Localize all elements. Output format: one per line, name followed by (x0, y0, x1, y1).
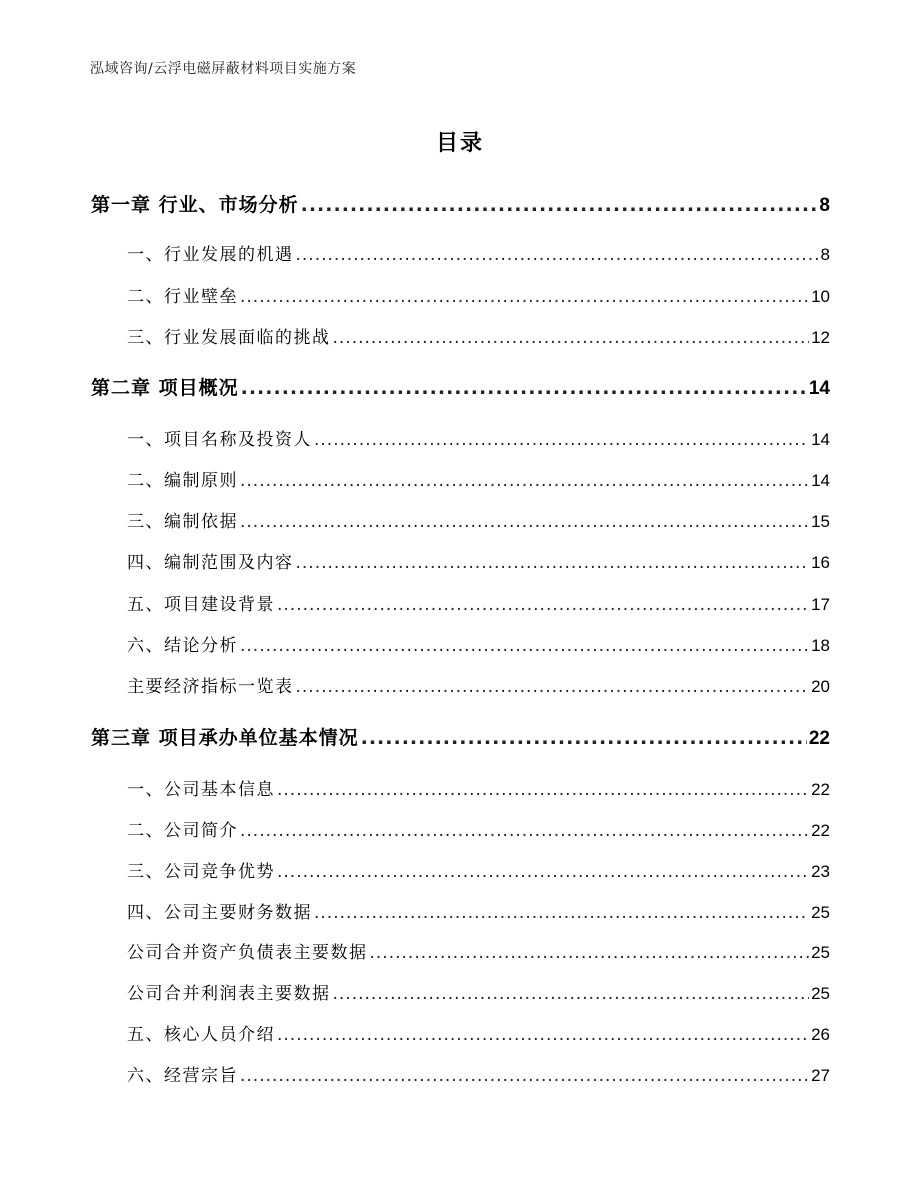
toc-entry-label: 编制依据 (164, 512, 238, 532)
toc-entry-number: 五、 (127, 595, 164, 615)
toc-dot-leader (240, 636, 809, 656)
toc-entry-number: 一、 (127, 780, 164, 800)
toc-section-entry[interactable] (127, 323, 830, 348)
toc-chapter-entry[interactable] (91, 373, 830, 400)
toc-dot-leader (361, 727, 807, 749)
toc-section-entry[interactable] (127, 1061, 830, 1086)
page-title: 目录 (435, 131, 484, 156)
toc-page-number: 23 (811, 862, 830, 881)
toc-page-number: 20 (811, 677, 830, 696)
toc-dot-leader (370, 943, 810, 963)
toc-page-number: 25 (811, 984, 830, 1003)
toc-entry-label: 结论分析 (164, 636, 238, 656)
toc-page-number: 15 (811, 512, 830, 531)
toc-page-number: 10 (811, 287, 830, 306)
toc-dot-leader (277, 1025, 809, 1045)
toc-dot-leader (333, 328, 810, 348)
toc-page-number: 26 (811, 1025, 830, 1044)
toc-page-number: 22 (811, 780, 830, 799)
toc-entry-label: 行业发展面临的挑战 (164, 328, 331, 348)
toc-entry-label: 行业壁垒 (164, 287, 238, 307)
toc-entry-number: 四、 (127, 553, 164, 573)
toc-entry-label: 编制原则 (164, 471, 238, 491)
toc-page-number: 14 (811, 430, 830, 449)
toc-dot-leader (277, 780, 809, 800)
toc-entry-number: 一、 (127, 245, 164, 265)
toc-dot-leader (314, 903, 809, 923)
toc-entry-label: 项目名称及投资人 (164, 430, 312, 450)
toc-section-entry[interactable] (127, 1020, 830, 1045)
toc-section-entry[interactable] (127, 282, 830, 307)
toc-section-entry[interactable] (127, 425, 830, 450)
toc-dot-leader (277, 862, 809, 882)
toc-entry-label: 第二章 项目概况 (91, 377, 239, 399)
page-header: 泓域咨询/云浮电磁屏蔽材料项目实施方案 (90, 61, 357, 77)
toc-section-entry[interactable] (127, 631, 830, 656)
toc-entry-number: 二、 (127, 821, 164, 841)
toc-entry-number: 六、 (127, 1066, 164, 1086)
toc-entry-label: 公司竞争优势 (164, 862, 275, 882)
toc-section-entry[interactable] (127, 775, 830, 800)
toc-entry-number: 六、 (127, 636, 164, 656)
toc-section-entry[interactable] (127, 979, 830, 1004)
toc-section-entry[interactable] (127, 548, 830, 573)
toc-page-number: 22 (811, 821, 830, 840)
toc-entry-label: 项目建设背景 (164, 595, 275, 615)
toc-page-number: 8 (820, 245, 830, 264)
toc-page-number: 17 (811, 595, 830, 614)
toc-entry-number: 三、 (127, 862, 164, 882)
toc-page-number: 12 (811, 328, 830, 347)
toc-section-entry[interactable] (127, 938, 830, 963)
toc-entry-number: 三、 (127, 328, 164, 348)
toc-entry-label: 公司合并利润表主要数据 (127, 984, 331, 1004)
toc-dot-leader (296, 677, 810, 697)
toc-page-number: 8 (819, 195, 830, 216)
toc-page-number: 14 (808, 378, 830, 399)
toc-entry-label: 经营宗旨 (164, 1066, 238, 1086)
toc-dot-leader (240, 287, 809, 307)
toc-dot-leader (240, 1066, 809, 1086)
toc-section-entry[interactable] (127, 590, 830, 615)
toc-entry-label: 公司基本信息 (164, 780, 275, 800)
toc-entry-label: 公司合并资产负债表主要数据 (127, 943, 368, 963)
toc-page-number: 16 (811, 553, 830, 572)
toc-entry-number: 五、 (127, 1025, 164, 1045)
toc-entry-label: 编制范围及内容 (164, 553, 294, 573)
toc-section-entry[interactable] (127, 816, 830, 841)
toc-dot-leader (296, 553, 810, 573)
toc-page-number: 25 (811, 943, 830, 962)
toc-entry-label: 第一章 行业、市场分析 (91, 194, 299, 216)
toc-section-entry[interactable] (127, 672, 830, 697)
toc-entry-label: 主要经济指标一览表 (127, 677, 294, 697)
toc-entry-number: 一、 (127, 430, 164, 450)
toc-dot-leader (240, 471, 809, 491)
toc-entry-number: 三、 (127, 512, 164, 532)
toc-page-number: 25 (811, 903, 830, 922)
toc-dot-leader (241, 377, 807, 399)
toc-dot-leader (240, 821, 809, 841)
toc-section-entry[interactable] (127, 507, 830, 532)
toc-page-number: 22 (808, 728, 830, 749)
toc-entry-label: 公司主要财务数据 (164, 903, 312, 923)
toc-page-number: 18 (811, 636, 830, 655)
toc-dot-leader (314, 430, 809, 450)
toc-section-entry[interactable] (127, 240, 830, 265)
toc-dot-leader (277, 595, 809, 615)
toc-page-number: 14 (811, 471, 830, 490)
toc-chapter-entry[interactable] (91, 723, 830, 750)
toc-entry-label: 行业发展的机遇 (164, 245, 294, 265)
toc-dot-leader (301, 194, 818, 216)
toc-dot-leader (240, 512, 809, 532)
toc-section-entry[interactable] (127, 466, 830, 491)
toc-dot-leader (296, 245, 819, 265)
toc-chapter-entry[interactable] (91, 190, 830, 217)
toc-entry-number: 二、 (127, 287, 164, 307)
toc-section-entry[interactable] (127, 857, 830, 882)
toc-entry-number: 二、 (127, 471, 164, 491)
toc-entry-number: 四、 (127, 903, 164, 923)
toc-page-number: 27 (811, 1066, 830, 1085)
toc-dot-leader (333, 984, 810, 1004)
toc-section-entry[interactable] (127, 898, 830, 923)
toc-entry-label: 第三章 项目承办单位基本情况 (91, 727, 359, 749)
toc-entry-label: 公司简介 (164, 821, 238, 841)
toc-entry-label: 核心人员介绍 (164, 1025, 275, 1045)
